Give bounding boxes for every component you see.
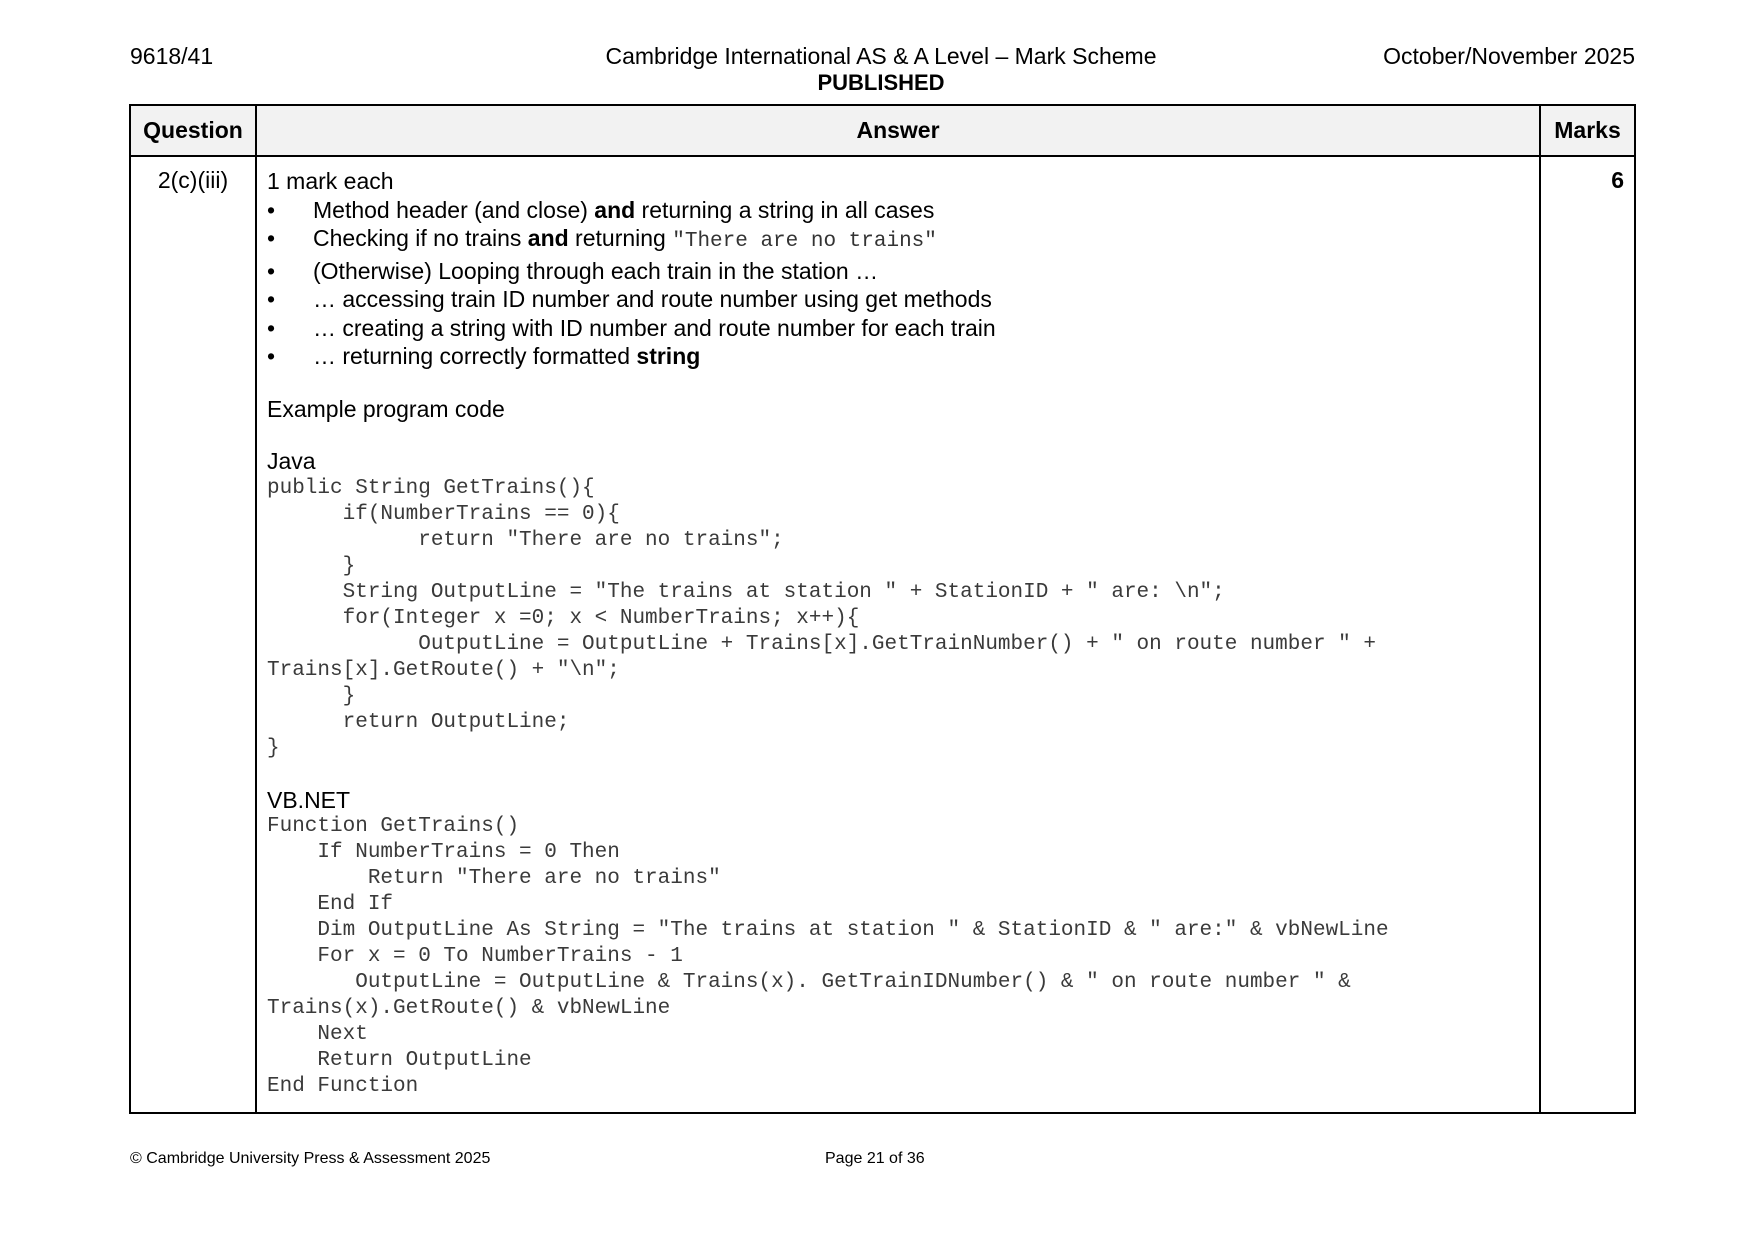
vbnet-code-block: Function GetTrains() If NumberTrains = 0 Then Return "There are no trains" End If Dim OutputLine As String = "The trains at station " & StationID & " are:" & vbNewLine For x = 0 To NumberTrains - 1 OutputLine = OutputLine & Trains(x). GetTrainIDNumber() & " on route number " & Trains(x).GetRoute() & vbNewLine Next Return OutputLine End Function xyxy=(267,815,1389,1098)
table-row xyxy=(130,156,1635,1113)
list-item: • Checking if no trains and returning "There are no trains" xyxy=(267,224,1529,257)
example-heading: Example program code xyxy=(267,395,505,422)
list-item: • … returning correctly formatted string xyxy=(267,342,1529,371)
published-label: PUBLISHED xyxy=(817,70,945,95)
vbnet-label: VB.NET xyxy=(267,786,351,813)
java-code-block: public String GetTrains(){ if(NumberTrains == 0){ return "There are no trains"; } String OutputLine = "The trains at station " + StationID + " are: \n"; for(Integer x =0; x < NumberTrains; x++){ OutputLine = OutputLine + Trains[x].GetTrainNumber() + " on route number " + Trains[x].GetRoute() + "\n"; } return OutputLine; } xyxy=(267,476,1376,760)
list-item: • … accessing train ID number and route number using get methods xyxy=(267,285,1529,314)
marking-points xyxy=(267,196,1529,371)
marks-column-header: Marks xyxy=(1540,105,1635,156)
mark-scheme-table xyxy=(129,104,1636,1114)
answer-column-header: Answer xyxy=(256,105,1540,156)
answer-cell xyxy=(256,156,1540,1113)
table-header-row xyxy=(130,105,1635,156)
marking-intro: 1 mark each xyxy=(267,168,394,194)
question-column-header: Question xyxy=(130,105,256,156)
document-title: Cambridge International AS & A Level – Mark Scheme xyxy=(605,43,1157,69)
page-number: Page 21 of 36 xyxy=(825,1150,925,1167)
exam-session: October/November 2025 xyxy=(1383,43,1635,69)
paper-code: 9618/41 xyxy=(130,43,214,69)
java-label: Java xyxy=(267,448,316,474)
list-item: • (Otherwise) Looping through each train in the station … xyxy=(267,257,1529,286)
marks-value: 6 xyxy=(1540,156,1635,1113)
list-item: • Method header (and close) and returning a string in all cases xyxy=(267,196,1529,225)
copyright-notice: © Cambridge University Press & Assessment 2025 xyxy=(130,1150,491,1167)
list-item: • … creating a string with ID number and route number for each train xyxy=(267,314,1529,343)
question-number: 2(c)(iii) xyxy=(130,156,256,1113)
